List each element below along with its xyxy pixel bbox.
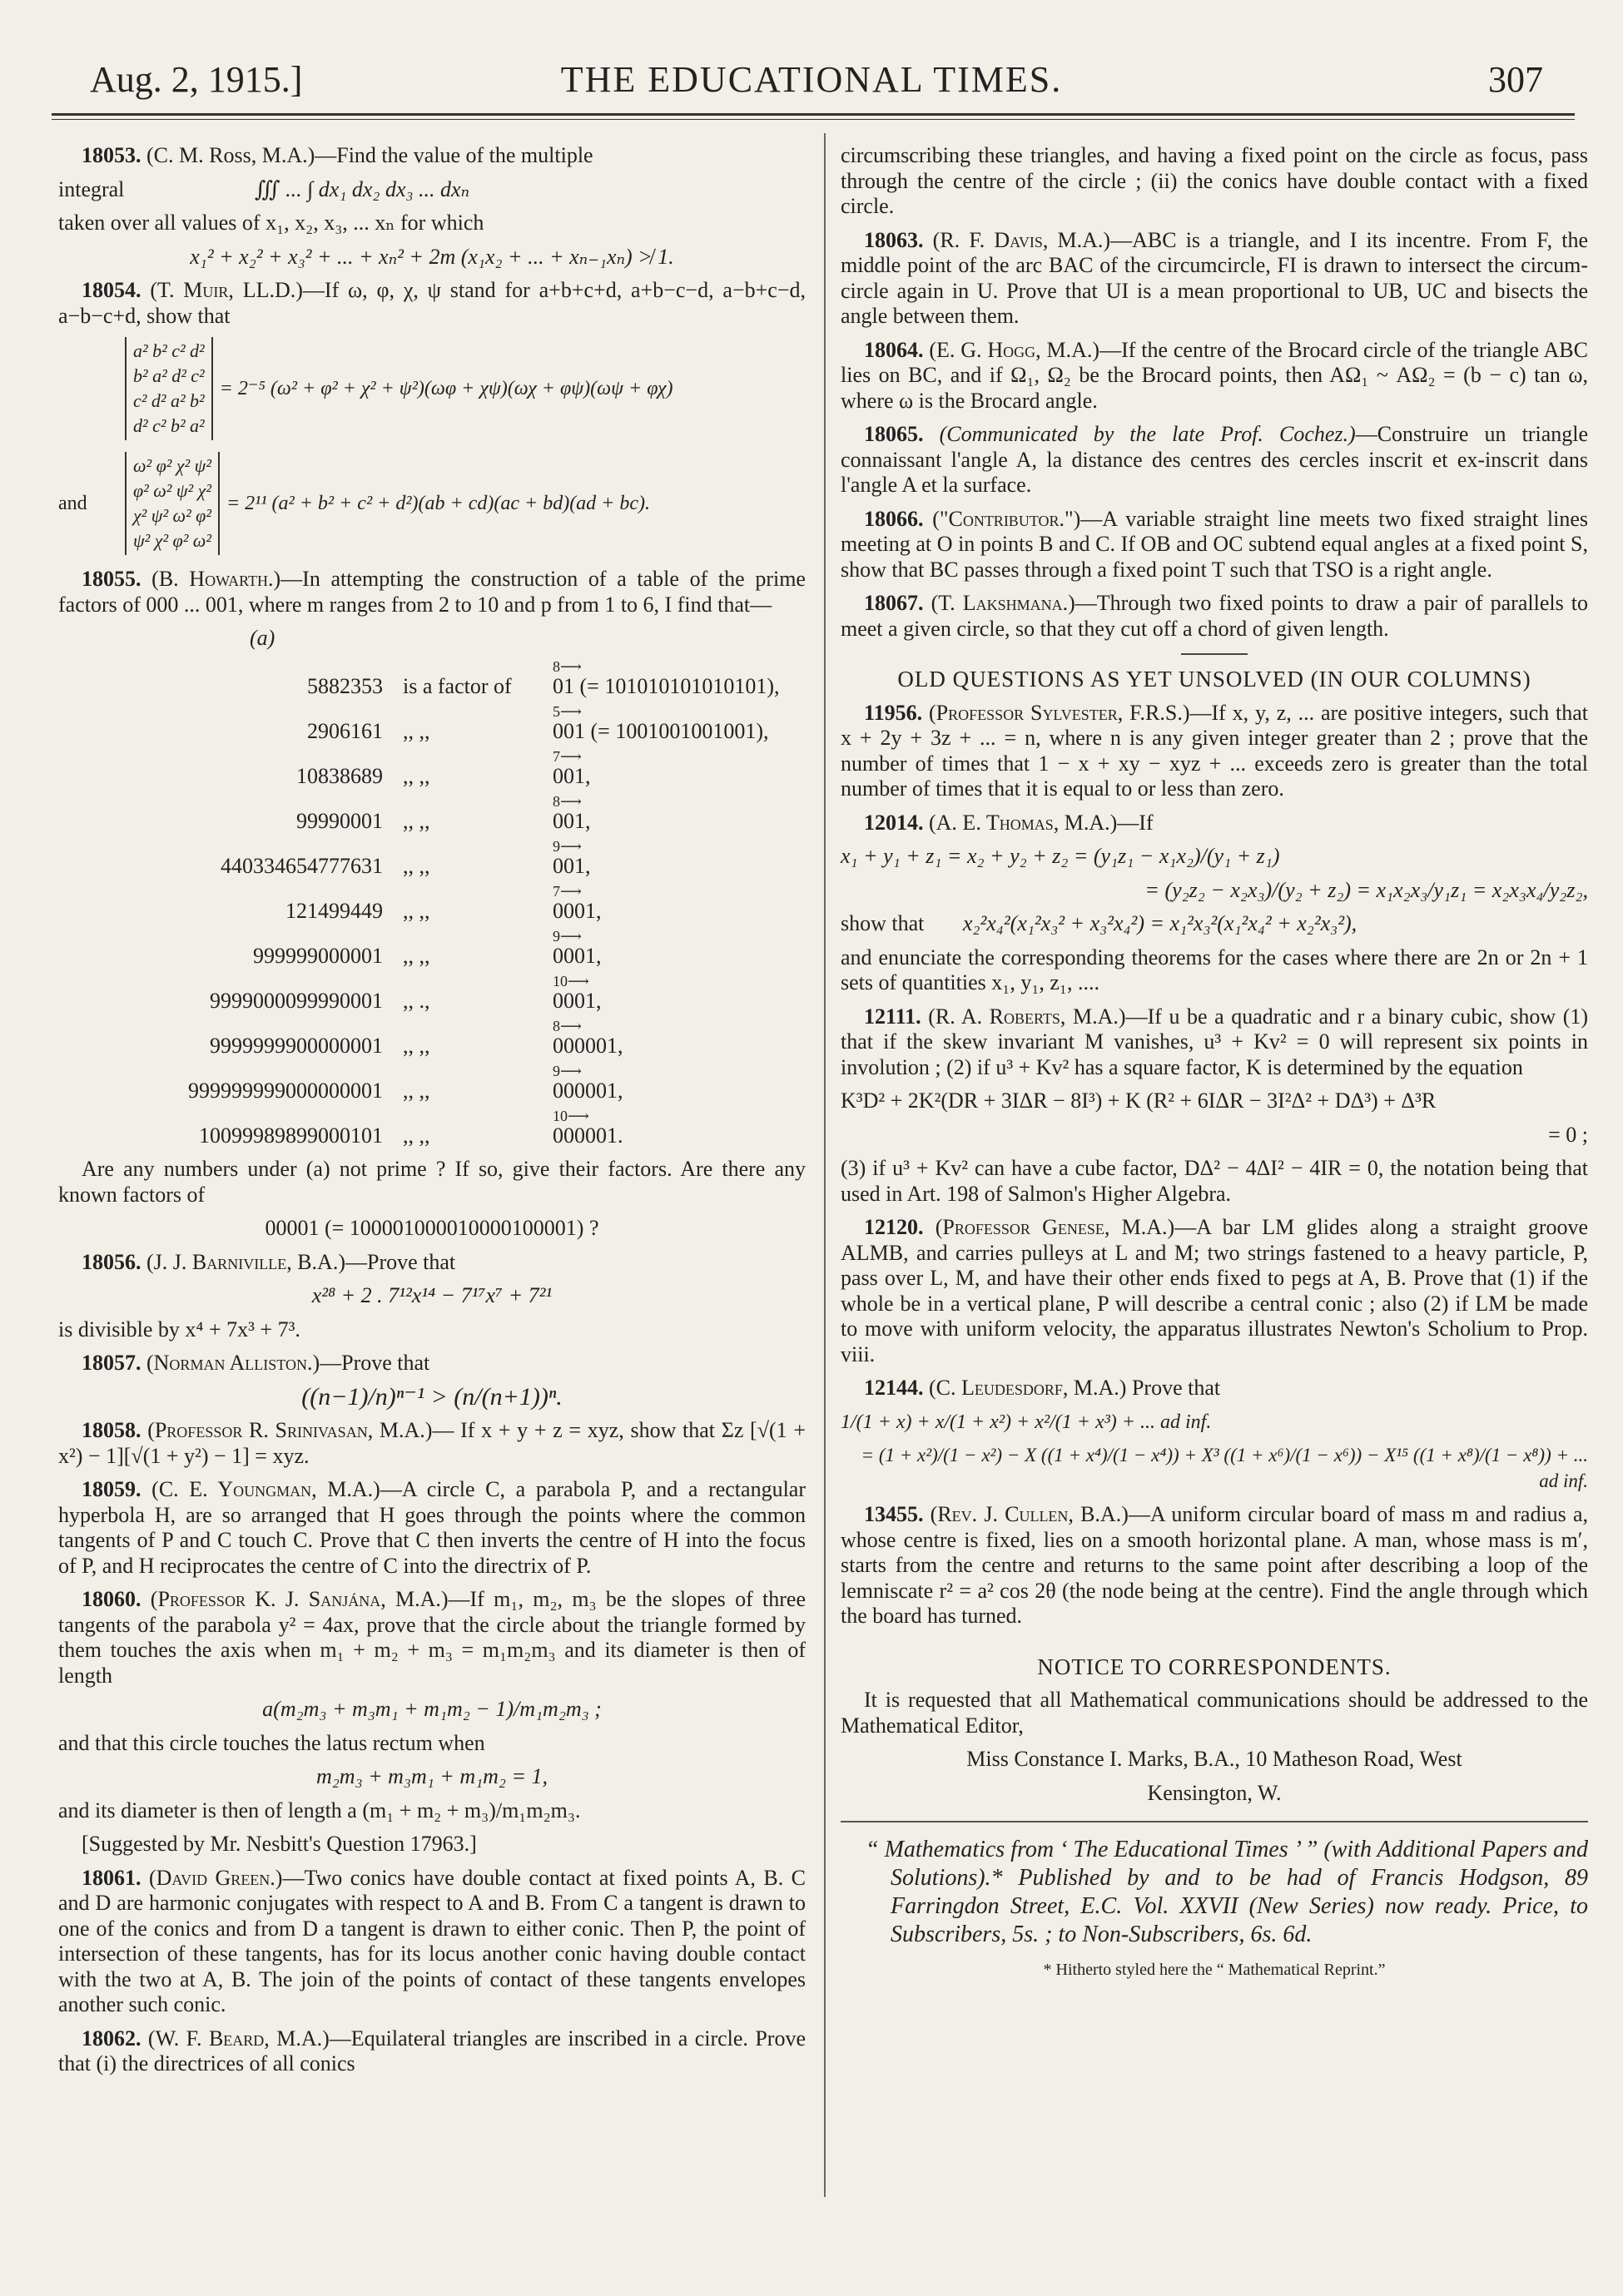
repeat-arrow: 9⟶ <box>553 927 582 945</box>
factor-relation: is a factor of <box>403 673 512 698</box>
equation: x₁ + y₁ + z₁ = x₂ + y₂ + z₂ = (y₁z₁ − x₁x₂)/(y₁ + z₁) <box>841 844 1280 868</box>
question-12111 <box>841 1004 1588 1208</box>
running-header <box>0 52 1623 102</box>
question-text: —Construire un triangle connaissant l'angle A, la distance des centres des cercles inscrit et ex-inscrit dans l'angle A et la surface. <box>841 422 1588 497</box>
question-author: (Communicated by the late Prof. Cochez.) <box>939 422 1356 446</box>
factor-relation: ,, ,, <box>403 718 430 743</box>
question-author: (R. F. Davis, M.A.) <box>932 227 1111 252</box>
question-number: 12120. <box>864 1215 924 1239</box>
factor-value-text: 0001, <box>553 988 602 1013</box>
advertisement <box>841 1836 1588 1983</box>
question-18059 <box>58 1477 806 1579</box>
question-18053 <box>58 143 806 270</box>
repeat-arrow: 7⟶ <box>553 747 582 765</box>
question-text: —If ω, φ, χ, ψ stand for a+b+c+d, a+b−c−d, a−b+c−d, a−b−c+d, show that <box>58 278 806 328</box>
det-row: φ² ω² ψ² χ² <box>133 480 211 501</box>
factor-value <box>553 792 591 835</box>
question-number: 12014. <box>864 810 924 835</box>
question-number: 18054. <box>82 278 141 302</box>
question-text-cont: Are any numbers under (a) not prime ? If so, give their factors. Are there any known factors of <box>58 1157 806 1207</box>
question-18061 <box>58 1866 806 2018</box>
repeat-arrow: 10⟶ <box>553 972 589 989</box>
advert-footnote: * Hitherto styled here the “ Mathematical Reprint.” <box>1043 1961 1386 1979</box>
factor-value <box>553 837 591 880</box>
question-text: —Through two fixed points to draw a pair of parallels to meet a given circle, so that they cut off a chord of given length. <box>841 591 1588 641</box>
question-18067 <box>841 591 1588 642</box>
question-text-cont: (3) if u³ + Kv² can have a cube factor, DΔ² − 4ΔI² − 4IR = 0, the notation being that used in Art. 198 of Salmon's Higher Algebra. <box>841 1156 1588 1206</box>
question-author: (R. A. Roberts, M.A.) <box>928 1004 1126 1029</box>
equation: = (y₂z₂ − x₂x₃)/(y₂ + z₂) = x₁x₂x₃/y₁z₁ = x₂x₃x₄/y₂z₂, <box>1144 877 1588 902</box>
determinant-equation-1 <box>58 337 806 440</box>
and-label: and <box>58 492 87 514</box>
factor-number: 999999000001 <box>253 943 383 968</box>
factor-value <box>553 1062 623 1104</box>
equation: m₂m₃ + m₃m₁ + m₁m₂ = 1, <box>315 1764 548 1788</box>
column-divider <box>824 133 826 2197</box>
factor-relation: ,, ,, <box>403 1033 430 1058</box>
question-author: ("Contributor.") <box>932 506 1081 531</box>
question-number: 18063. <box>864 227 924 252</box>
factor-value-text: 01 (= 101010101010101), <box>553 673 780 698</box>
factor-relation: ,, ,, <box>403 853 430 878</box>
question-number: 18064. <box>864 337 924 362</box>
equation: x²⁸ + 2 . 7¹²x¹⁴ − 7¹⁷x⁷ + 7²¹ <box>311 1283 553 1307</box>
factor-relation: ,, ,, <box>403 763 430 788</box>
question-number: 18062. <box>82 2026 141 2051</box>
factor-row <box>58 654 806 699</box>
question-12144 <box>841 1376 1588 1494</box>
question-18058 <box>58 1418 806 1469</box>
factor-row <box>58 969 806 1014</box>
factor-value <box>553 972 602 1014</box>
det-row: d² c² b² a² <box>133 415 205 436</box>
equation: K³D² + 2K²(DR + 3IΔR − 8I³) + K (R² + 6IΔR − 3I²Δ² + DΔ³) + Δ³R <box>841 1088 1437 1113</box>
det-row: a² b² c² d² <box>133 340 205 361</box>
question-number: 18066. <box>864 506 924 531</box>
question-number: 18061. <box>82 1865 141 1890</box>
question-12120 <box>841 1215 1588 1367</box>
notice-text: It is requested that all Mathematical communications should be addressed to the Mathematical Editor, <box>841 1688 1588 1738</box>
question-18057 <box>58 1351 806 1410</box>
notice-address-cont: Kensington, W. <box>1147 1780 1282 1805</box>
factor-value-text: 001 (= 1001001001001), <box>553 718 769 743</box>
question-text: —If x, y, z, ... are positive integers, such that x + 2y + 3z + ... = n, where n is any given integer greater than 2 ; prove that the number of times that 1 − x + xy − xyz + ... exceeds zero is greater than the total number of times that it is equal to or less than zero. <box>841 700 1589 801</box>
question-author: (A. E. Thomas, M.A.) <box>929 810 1118 835</box>
factor-row <box>58 1014 806 1059</box>
factor-number: 10099989899000101 <box>199 1123 383 1148</box>
question-18062 <box>58 2026 806 2077</box>
question-note: [Suggested by Mr. Nesbitt's Question 17963.] <box>82 1832 477 1856</box>
factor-row <box>58 879 806 924</box>
question-18065 <box>841 422 1588 498</box>
factor-value <box>553 657 780 700</box>
factor-value-text: 000001, <box>553 1078 623 1103</box>
det-row: c² d² a² b² <box>133 390 205 411</box>
factor-row <box>58 744 806 789</box>
question-author: (C. Leudesdorf, M.A.) <box>929 1376 1127 1400</box>
factor-relation: ,, ,, <box>403 1123 430 1148</box>
question-author: (David Green.) <box>148 1865 283 1890</box>
factor-number: 99990001 <box>296 808 383 833</box>
equation-rhs: = 2⁻⁵ (ω² + φ² + χ² + ψ²)(ωφ + χψ)(ωχ + φψ)(ωψ + φχ) <box>219 377 673 399</box>
repeat-arrow: 5⟶ <box>553 702 582 720</box>
advert-separator <box>841 1821 1588 1822</box>
question-number: 18057. <box>82 1351 141 1375</box>
factor-value-text: 001, <box>553 853 591 878</box>
header-date: Aug. 2, 1915.] <box>90 59 303 100</box>
repeat-arrow: 8⟶ <box>553 1017 582 1034</box>
question-author: (E. G. Hogg, M.A.) <box>929 337 1100 362</box>
question-13455 <box>841 1502 1588 1629</box>
factor-relation: ,, ,, <box>403 808 430 833</box>
question-author: (C. E. Youngman, M.A.) <box>151 1477 380 1501</box>
question-author: (C. M. Ross, M.A.) <box>146 143 315 167</box>
factor-row <box>58 1103 806 1148</box>
repeat-arrow: 8⟶ <box>553 657 582 675</box>
question-18054 <box>58 278 806 555</box>
question-text: —Find the value of the multiple <box>315 143 593 167</box>
factor-number: 5882353 <box>307 673 383 698</box>
equation: x₂²x₄²(x₁²x₃² + x₃²x₄²) = x₁²x₃²(x₁²x₄² + x₂²x₃²), <box>962 911 1357 935</box>
factor-number: 440334654777631 <box>221 853 383 878</box>
question-number: 18060. <box>82 1587 141 1611</box>
factor-number: 10838689 <box>296 763 383 788</box>
factor-value-text: 0001, <box>553 943 602 968</box>
integral-label: integral <box>58 176 125 201</box>
factor-number: 121499449 <box>285 898 383 923</box>
question-text: —If the centre of the Brocard circle of the triangle ABC lies on BC, and if Ω₁, Ω₂ be the Brocard points, then AΩ₁ ~ AΩ₂ = (b − c) tan ω, where ω is the Brocard angle. <box>841 337 1588 413</box>
question-text: —Prove that <box>345 1249 456 1274</box>
right-column <box>841 143 1588 1991</box>
question-text: —A uniform circular board of mass m and radius a, whose centre is fixed, lies on a smooth horizontal plane. A man, whose mass is m′, starts from the centre and returns to the same point after describing a loop of the lemniscate r² = a² cos 2θ (the node being at the centre). Find the angle through which the board has turned. <box>841 1502 1589 1628</box>
question-number: 13455. <box>864 1502 924 1526</box>
det-row: ω² φ² χ² ψ² <box>133 455 211 476</box>
equation: x₁² + x₂² + x₃² + ... + xₙ² + 2m (x₁x₂ + ... + xₙ₋₁xₙ) ≯ 1. <box>190 244 674 269</box>
factor-value <box>553 927 602 969</box>
factor-value-text: 001, <box>553 763 591 788</box>
question-number: 18067. <box>864 591 924 615</box>
determinant-equation-2 <box>58 452 806 555</box>
factor-row <box>58 699 806 744</box>
table-label: (a) <box>250 626 275 650</box>
question-18064 <box>841 338 1588 414</box>
question-author: (J. J. Barniville, B.A.) <box>146 1249 345 1274</box>
question-number: 12144. <box>864 1376 924 1400</box>
question-author: (W. F. Beard, M.A.) <box>147 2026 330 2051</box>
question-11956 <box>841 701 1588 802</box>
notice-section <box>841 1654 1588 1807</box>
question-number: 18058. <box>82 1418 141 1442</box>
question-18062-continued: circumscribing these triangles, and having a fixed point on the circle as focus, pass through the centre of the circle ; (ii) the conics have double contact with a fixed circle. <box>841 143 1588 218</box>
question-number: 18065. <box>864 422 924 446</box>
factor-row <box>58 834 806 879</box>
factor-number: 2906161 <box>307 718 383 743</box>
section-separator <box>1181 653 1248 655</box>
notice-address: Miss Constance I. Marks, B.A., 10 Matheson Road, West <box>966 1747 1462 1771</box>
equation: a(m₂m₃ + m₃m₁ + m₁m₂ − 1)/m₁m₂m₃ ; <box>262 1697 602 1721</box>
factor-value-text: 0001, <box>553 898 602 923</box>
question-text: —A bar LM glides along a straight groove ALMB, and carries pulleys at L and M; two strings fastened to a heavy particle, P, pass over L, M, and have their other ends fixed to pegs at A, B. Prove that (1) if the whole be in a vertical plane, P will describe a central conic ; also (2) if LM be made to move with uniform velocity, the apparatus illustrates Newton's Scholium to Prop. viii. <box>841 1215 1589 1366</box>
question-number: 11956. <box>864 700 923 725</box>
question-12014 <box>841 811 1588 996</box>
question-text: —Equilateral triangles are inscribed in a circle. Prove that (i) the directrices of all conics <box>58 2026 806 2075</box>
header-rule <box>52 113 1575 116</box>
question-author: (Rev. J. Cullen, B.A.) <box>930 1502 1129 1526</box>
equation-end: = 0 ; <box>1548 1122 1588 1147</box>
question-author: (Professor Genese, M.A.) <box>935 1215 1175 1239</box>
question-text: —In attempting the construction of a table of the prime factors of 000 ... 001, where m ranges from 2 to 10 and p from 1 to 6, I find that— <box>58 567 806 617</box>
question-number: 18053. <box>82 143 141 167</box>
notice-heading: NOTICE TO CORRESPONDENTS. <box>1037 1654 1392 1679</box>
factor-number: 999999999000000001 <box>188 1078 383 1103</box>
question-18063 <box>841 228 1588 330</box>
question-18056 <box>58 1250 806 1343</box>
advert-text: “ Mathematics from ‘ The Educational Times ’ ” (with Additional Papers and Solutions).* Published by and to be had of Francis Hodgson, 89 Farringdon Street, E.C. Vol. XXVII (New Series) now ready. Price, to Subscribers, 5s. ; to Non-Subscribers, 6s. 6d. <box>866 1837 1588 1947</box>
factor-relation: ,, ,, <box>403 1078 430 1103</box>
question-text-cont: taken over all values of x₁, x₂, x₃, ... xₙ for which <box>58 211 484 235</box>
question-text-cont: and that this circle touches the latus rectum when <box>58 1730 485 1755</box>
question-number: 12111. <box>864 1004 921 1029</box>
page-number: 307 <box>1488 59 1543 100</box>
question-text: —A circle C, a parabola P, and a rectangular hyperbola H, are so arranged that H goes through the points where the common tangents of P and C touch C. Prove that C then inverts the centre of H into the focus of P, and H reciprocates the centre of C into the directrix of P. <box>58 1477 806 1578</box>
question-18060 <box>58 1587 806 1857</box>
left-column <box>58 143 806 2085</box>
question-text-cont: is divisible by x⁴ + 7x³ + 7³. <box>58 1317 300 1341</box>
header-title: THE EDUCATIONAL TIMES. <box>560 59 1063 100</box>
factor-value <box>553 747 591 790</box>
factor-number: 9999000099990001 <box>210 988 383 1013</box>
determinant <box>125 452 220 555</box>
factor-relation: ,, ,, <box>403 898 430 923</box>
question-text-cont: and its diameter is then of length a (m₁ + m₂ + m₃)/m₁m₂m₃. <box>58 1798 581 1822</box>
question-number: 18056. <box>82 1249 141 1274</box>
factor-value <box>553 1107 623 1149</box>
factor-table <box>58 626 806 1148</box>
factor-value <box>553 702 769 745</box>
repeat-arrow: 9⟶ <box>553 837 582 855</box>
factor-row <box>58 924 806 969</box>
equation: 00001 (= 100001000010000100001) ? <box>265 1216 599 1240</box>
header-rule-thin <box>52 119 1575 120</box>
equation: ((n−1)/n)ⁿ⁻¹ > (n/(n+1))ⁿ. <box>301 1382 563 1411</box>
question-author: (Professor K. J. Sanjána, M.A.) <box>150 1587 449 1611</box>
factor-number: 9999999900000001 <box>210 1033 383 1058</box>
question-number: 18055. <box>82 567 141 591</box>
question-text: — If x + y + z = xyz, show that Σz [√(1 + x²) − 1][√(1 + y²) − 1] = xyz. <box>58 1418 806 1468</box>
question-text: —ABC is a triangle, and I its incentre. From F, the middle point of the arc BAC of the circumcircle, FI is drawn to intersect the circum-circle again in U. Prove that UI is a mean proportional to UB, UC and bisects the angle between them. <box>841 227 1588 328</box>
question-author: (B. Howarth.) <box>151 567 281 591</box>
question-text: —If <box>1117 810 1154 835</box>
det-row: ψ² χ² φ² ω² <box>133 530 211 551</box>
question-text: —Prove that <box>320 1351 430 1375</box>
question-author: (Norman Alliston.) <box>146 1351 320 1375</box>
factor-value-text: 000001. <box>553 1123 623 1148</box>
show-that-label: show that <box>841 911 925 935</box>
factor-value <box>553 1017 623 1059</box>
question-text-cont: and enunciate the corresponding theorems for the cases where there are 2n or 2n + 1 sets of quantities x₁, y₁, z₁, .... <box>841 945 1588 994</box>
equation: = (1 + x²)/(1 − x²) − X ((1 + x⁴)/(1 − x⁴)) + X³ ((1 + x⁶)/(1 − x⁶)) − X¹⁵ ((1 + x⁸)/(1 − x⁸)) + ... ad inf. <box>861 1445 1588 1491</box>
question-text: —A variable straight line meets two fixed straight lines meeting at O in points B and C. If OB and OC subtend equal angles at a fixed point S, show that BC passes through a fixed point T such that TSO is a right angle. <box>841 506 1589 582</box>
question-author: (Professor R. Srinivasan, M.A.) <box>147 1418 433 1442</box>
question-author: (T. Lakshmana.) <box>931 591 1075 615</box>
question-18066 <box>841 507 1588 583</box>
question-text: —Two conics have double contact at fixed points A, B. C and D are harmonic conjugates with respect to A and B. From C a tangent is drawn to one of the conics and from D a tangent is drawn to either conic. Then P, the point of intersection of these tangents, has for its locus another conic having double contact with the two at A, B. The join of the points of contact of these tangents envelopes another such conic. <box>58 1865 807 2016</box>
factor-value <box>553 882 602 925</box>
question-number: 18059. <box>82 1477 141 1501</box>
question-author: (Professor Sylvester, F.R.S.) <box>928 700 1190 725</box>
question-text: —If m₁, m₂, m₃ be the slopes of three tangents of the parabola y² = 4ax, prove that the circle about the triangle formed by them touches the axis when m₁ + m₂ + m₃ = m₁m₂m₃ and its diameter is then of length <box>58 1587 807 1688</box>
repeat-arrow: 7⟶ <box>553 882 582 900</box>
factor-relation: ,, ., <box>403 988 430 1013</box>
question-author: (T. Muir, LL.D.) <box>150 278 303 302</box>
equation: 1/(1 + x) + x/(1 + x²) + x²/(1 + x³) + ... ad inf. <box>841 1411 1212 1433</box>
factor-relation: ,, ,, <box>403 943 430 968</box>
section-heading: OLD QUESTIONS AS YET UNSOLVED (IN OUR COLUMNS) <box>897 667 1531 692</box>
repeat-arrow: 10⟶ <box>553 1107 589 1124</box>
integral-expression: ∭ ... ∫ dx₁ dx₂ dx₃ ... dxₙ <box>254 176 470 201</box>
determinant <box>125 337 213 440</box>
factor-row <box>58 789 806 834</box>
question-text: Prove that <box>1131 1376 1221 1400</box>
factor-row <box>58 1059 806 1103</box>
factor-value-text: 001, <box>553 808 591 833</box>
repeat-arrow: 8⟶ <box>553 792 582 810</box>
det-row: χ² ψ² ω² φ² <box>133 505 211 526</box>
equation-rhs: = 2¹¹ (a² + b² + c² + d²)(ab + cd)(ac + bd)(ad + bc). <box>226 492 651 514</box>
question-text: —If u be a quadratic and r a binary cubic, show (1) that if the skew invariant M vanishes, u³ + Kv² = 0 will represent six points in involution ; (2) if u³ + Kv² has a square factor, K is determined by the equation <box>841 1004 1589 1079</box>
factor-value-text: 000001, <box>553 1033 623 1058</box>
question-18055 <box>58 567 806 1242</box>
det-row: b² a² d² c² <box>133 365 205 386</box>
repeat-arrow: 9⟶ <box>553 1062 582 1079</box>
